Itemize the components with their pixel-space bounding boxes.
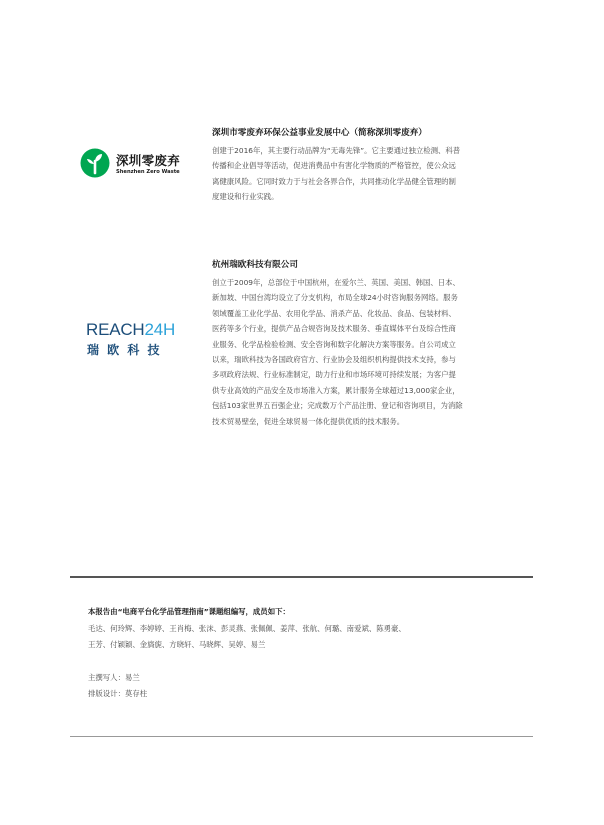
desc-line: 包括103家世界五百强企业；完成数万个产品注册、登记和咨询项目，为消除 <box>212 401 463 411</box>
designer-line <box>88 686 528 702</box>
szzw-logo-subtitle: Shenzhen Zero Waste <box>116 169 180 175</box>
chief-writer-name: 易兰 <box>124 673 140 682</box>
desc-line: 多项政府法规、行业标准制定，助力行业和市场环境可持续发展；为客户提 <box>212 370 456 380</box>
section-divider-top <box>70 576 533 578</box>
section-divider-bottom <box>70 736 533 737</box>
org-szzw <box>212 127 542 205</box>
desc-line: 传播和企业倡导等活动，促进消费品中有害化学物质的严格管控，使公众远 <box>212 161 456 171</box>
szzw-logo-name: 深圳零废弃 <box>116 153 181 168</box>
org-description <box>212 143 542 205</box>
reach24h-logo <box>86 320 196 360</box>
chief-writer-label: 主撰写人： <box>88 673 125 682</box>
szzw-logo <box>80 144 202 184</box>
desc-line: 离健康风险。它同时致力于与社会各界合作，共同推动化学品健全管理的制 <box>212 176 456 186</box>
desc-line: 创建于2016年，其主要行动品牌为“无毒先锋”。它主要通过独立检测、科普 <box>212 146 461 155</box>
24h-logo-text: 24H <box>144 320 176 339</box>
org-name: 杭州瑞欧科技有限公司 <box>212 260 298 270</box>
desc-line: 以来，瑞欧科技为各国政府官方、行业协会及组织机构提供技术支持，参与 <box>212 355 456 365</box>
desc-line: 度建设和行业实践。 <box>212 192 279 202</box>
desc-line: 医药等多个行业，提供产品合规咨询及技术服务、垂直媒体平台及综合性商 <box>212 324 456 334</box>
org-description <box>212 275 542 429</box>
sprout-leaf-icon <box>80 148 110 178</box>
reach-logo-text: REACH <box>86 320 145 339</box>
desc-line: 新加坡、中国台湾均设立了分支机构，布局全球24小时咨询服务网络。服务 <box>212 293 458 303</box>
members-line: 王芳、付颖颖、金旖旎、方晓轩、马晓辉、吴婷、易兰 <box>88 639 266 649</box>
org-reach24h <box>212 259 542 429</box>
members-line: 毛达、何玲辉、李婷婷、王肖梅、张沫、彭灵燕、张佩佩、姜萍、张航、何璐、南爱斌、陈勇豪、 <box>88 624 406 633</box>
desc-line: 供专业高效的产品安全及市场准入方案，累计服务全球超过13,000家企业， <box>212 385 460 395</box>
desc-line: 创立于2009年，总部位于中国杭州，在爱尔兰、英国、美国、韩国、日本、 <box>212 278 460 287</box>
desc-line: 业服务、化学品检验检测、安全咨询和数字化解决方案等服务。自公司成立 <box>212 339 456 349</box>
chief-writer-line <box>88 670 528 686</box>
reach-logo-subtitle: 瑞 欧 科 技 <box>87 343 162 357</box>
org-name: 深圳市零废弃环保公益事业发展中心（简称深圳零废弃） <box>212 128 427 138</box>
designer-label: 排版设计： <box>88 688 125 698</box>
desc-line: 领域覆盖工业化学品、农用化学品、消杀产品、化妆品、食品、包装材料、 <box>212 308 456 318</box>
credits-title: 本报告由“电商平台化学品管理指南”课题组编写，成员如下： <box>88 607 290 616</box>
credits <box>88 605 528 701</box>
desc-line: 技术贸易壁垒，促进全球贸易一体化提供优质的技术服务。 <box>212 416 405 426</box>
designer-name: 莫存柱 <box>124 688 148 698</box>
